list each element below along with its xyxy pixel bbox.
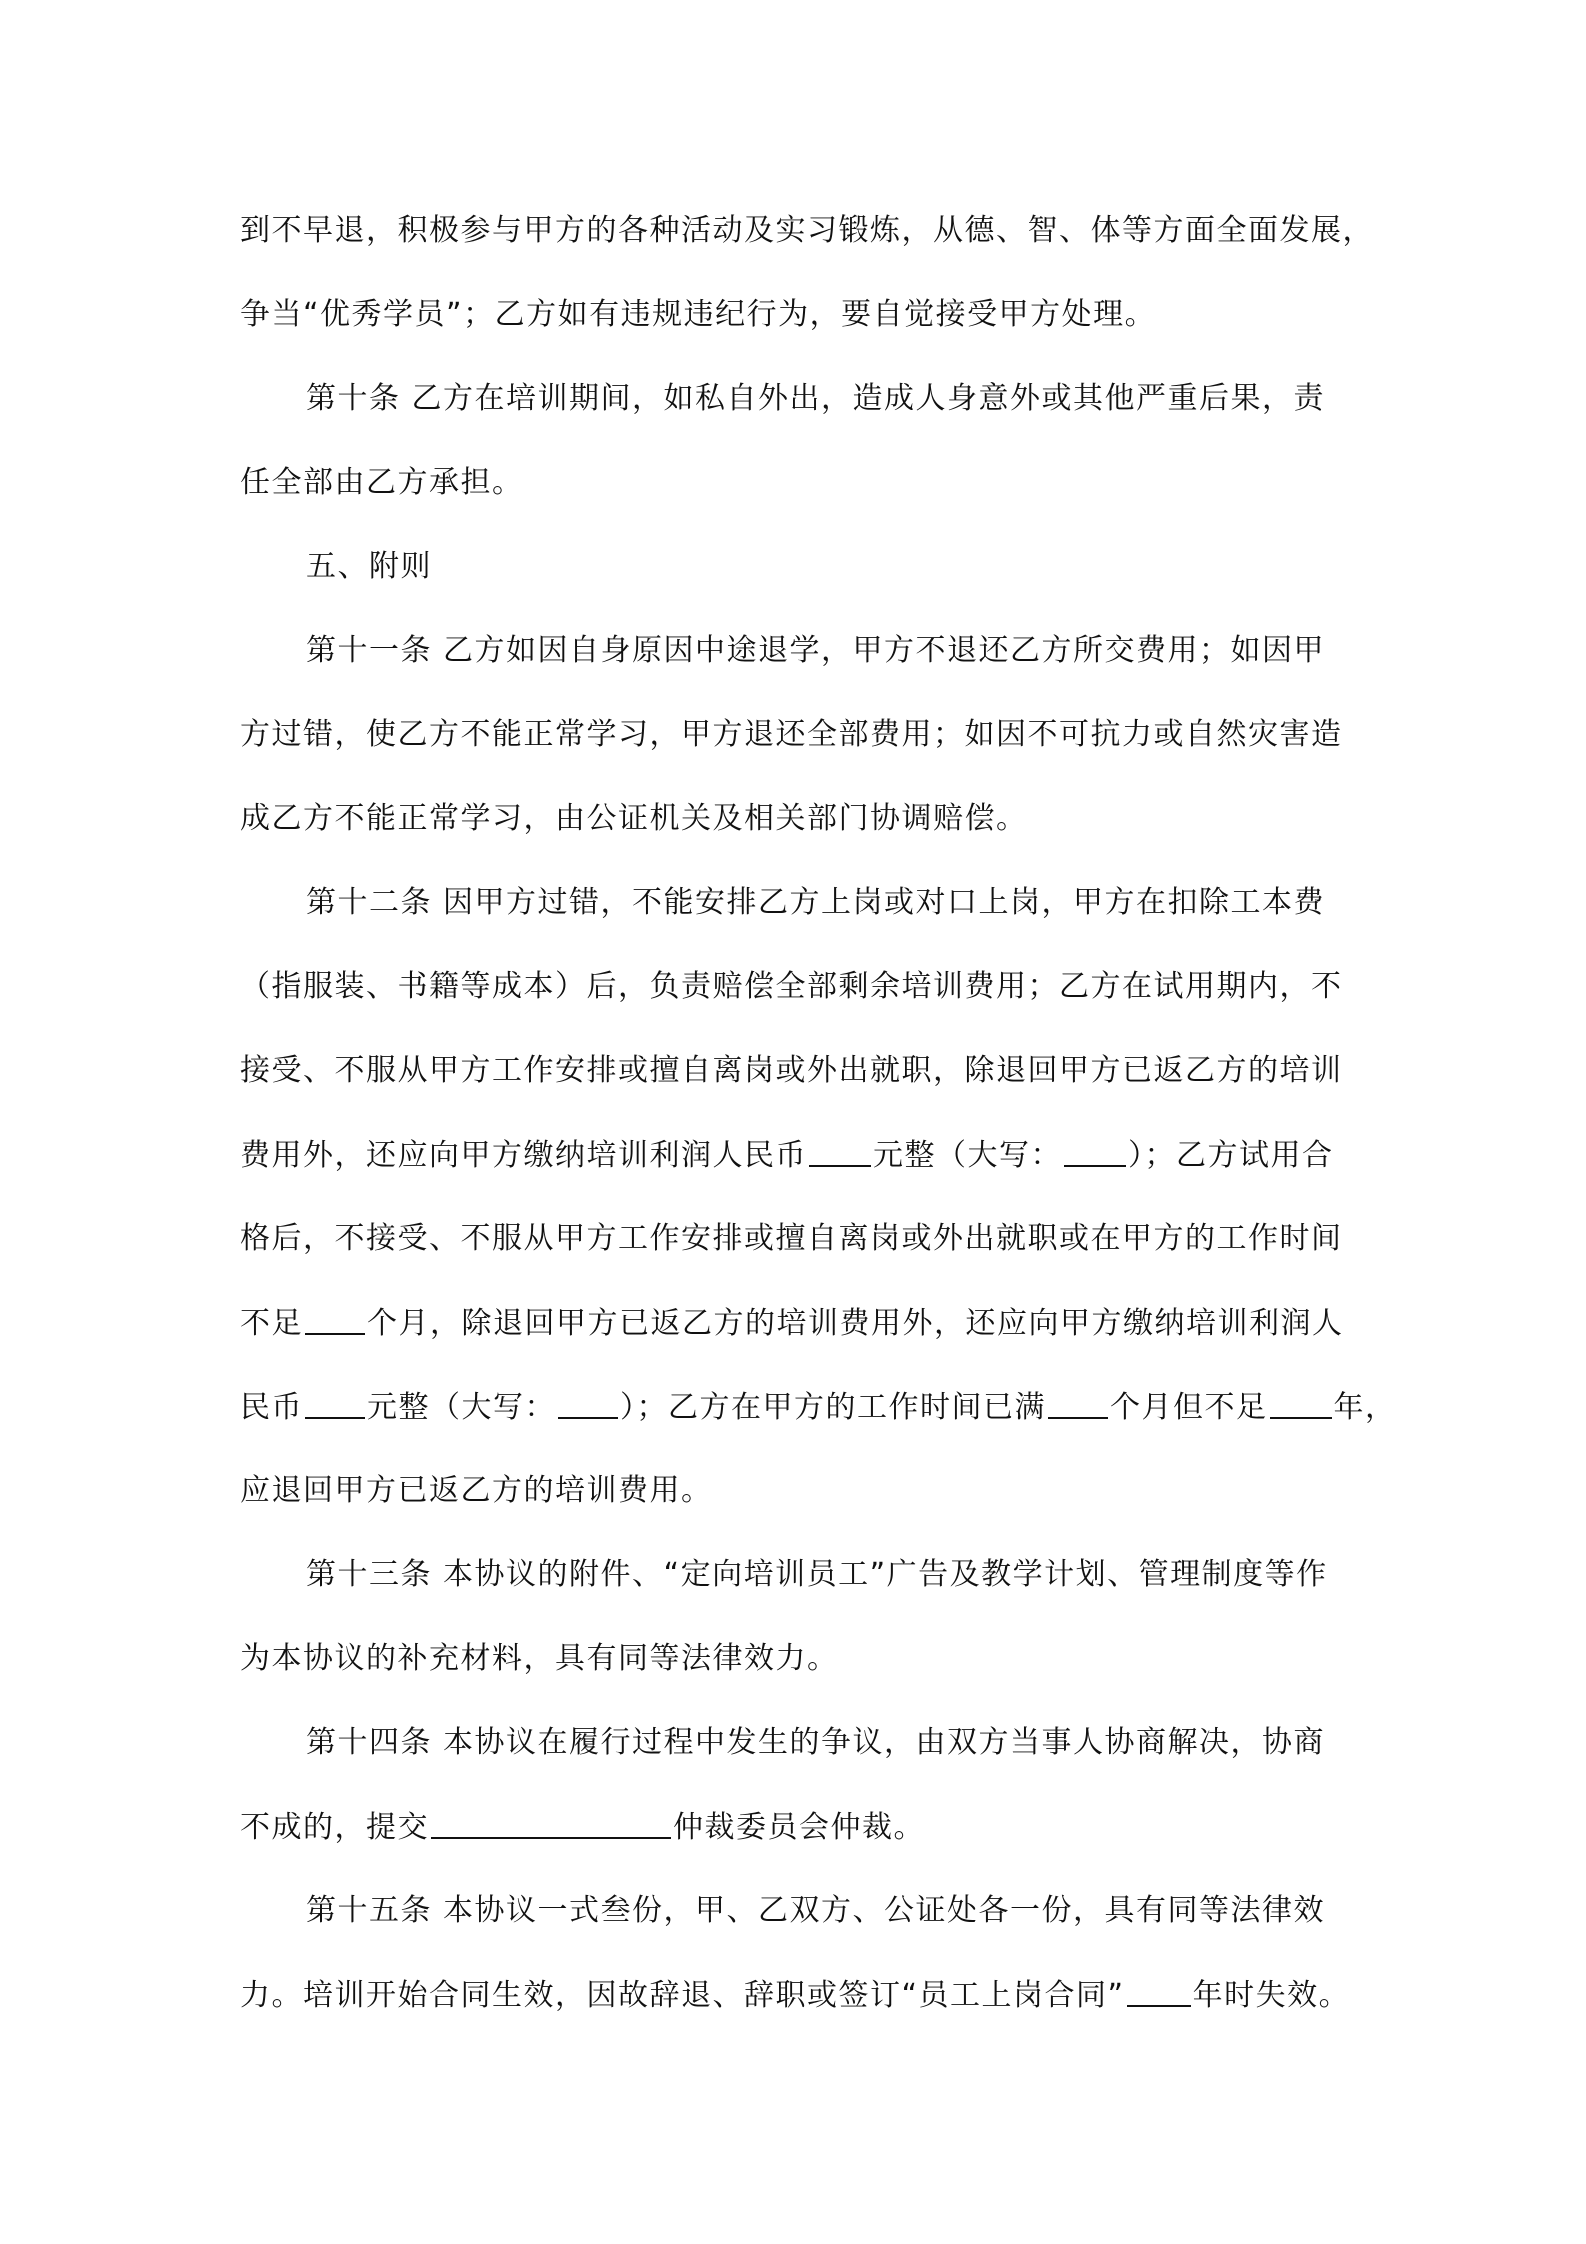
paragraph-line <box>240 1135 1334 1176</box>
fill-blank <box>1064 1135 1126 1167</box>
paragraph-line: 方过错，使乙方不能正常学习，甲方退还全部费用；如因不可抗力或自然灾害造 <box>240 717 1343 752</box>
fill-blank <box>558 1387 618 1419</box>
text-segment: 仲裁委员会仲裁。 <box>673 1810 925 1845</box>
text-segment: 元整（大写： <box>367 1390 556 1425</box>
fill-blank <box>1270 1387 1332 1419</box>
article-13-line: 第十三条 本协议的附件、“定向培训员工”广告及教学计划、管理制度等作 <box>306 1557 1328 1592</box>
text-segment: 费用外，还应向甲方缴纳培训利润人民币 <box>240 1138 807 1173</box>
text-segment: 民币 <box>240 1390 303 1425</box>
text-segment: ）；乙方在甲方的工作时间已满 <box>620 1390 1046 1425</box>
paragraph-line: 到不早退，积极参与甲方的各种活动及实习锻炼，从德、智、体等方面全面发展， <box>240 213 1374 248</box>
paragraph-line <box>240 1807 925 1848</box>
paragraph-line: （指服装、书籍等成本）后，负责赔偿全部剩余培训费用；乙方在试用期内，不 <box>240 969 1343 1004</box>
paragraph-line: 成乙方不能正常学习，由公证机关及相关部门协调赔偿。 <box>240 801 1028 836</box>
text-segment: ）；乙方试用合 <box>1128 1138 1334 1173</box>
paragraph-line <box>240 1303 1344 1344</box>
article-11-line: 第十一条 乙方如因自身原因中途退学，甲方不退还乙方所交费用；如因甲 <box>306 633 1326 668</box>
article-12-line: 第十二条 因甲方过错，不能安排乙方上岗或对口上岗，甲方在扣除工本费 <box>306 885 1326 920</box>
section-heading: 五、附则 <box>306 549 432 584</box>
fill-blank <box>305 1387 365 1419</box>
paragraph-line <box>240 1975 1350 2016</box>
fill-blank <box>809 1135 871 1167</box>
paragraph-line: 应退回甲方已返乙方的培训费用。 <box>240 1473 713 1508</box>
article-10-line: 第十条 乙方在培训期间，如私自外出，造成人身意外或其他严重后果，责 <box>306 381 1326 416</box>
article-15-line: 第十五条 本协议一式叁份，甲、乙双方、公证处各一份，具有同等法律效 <box>306 1893 1326 1928</box>
fill-blank <box>1127 1975 1191 2007</box>
text-segment: 年， <box>1333 1390 1397 1425</box>
text-segment: 不成的，提交 <box>240 1810 429 1845</box>
paragraph-line: 任全部由乙方承担。 <box>240 465 524 500</box>
text-segment: 年时失效。 <box>1192 1978 1351 2013</box>
text-segment: 不足 <box>240 1306 303 1341</box>
paragraph-line <box>240 1387 1397 1428</box>
fill-blank <box>1048 1387 1108 1419</box>
text-segment: 元整（大写： <box>873 1138 1062 1173</box>
text-segment: 个月但不足 <box>1110 1390 1268 1425</box>
text-segment: 个月，除退回甲方已返乙方的培训费用外，还应向甲方缴纳培训利润人 <box>367 1306 1344 1341</box>
paragraph-line: 接受、不服从甲方工作安排或擅自离岗或外出就职，除退回甲方已返乙方的培训 <box>240 1053 1343 1088</box>
article-14-line: 第十四条 本协议在履行过程中发生的争议，由双方当事人协商解决，协商 <box>306 1725 1326 1760</box>
fill-blank <box>431 1807 671 1839</box>
fill-blank <box>305 1303 365 1335</box>
paragraph-line: 争当“优秀学员”；乙方如有违规违纪行为，要自觉接受甲方处理。 <box>240 297 1157 332</box>
paragraph-line: 格后，不接受、不服从甲方工作安排或擅自离岗或外出就职或在甲方的工作时间 <box>240 1221 1343 1256</box>
text-segment: 力。培训开始合同生效，因故辞退、辞职或签订“员工上岗合同” <box>240 1978 1125 2013</box>
paragraph-line: 为本协议的补充材料，具有同等法律效力。 <box>240 1641 839 1676</box>
